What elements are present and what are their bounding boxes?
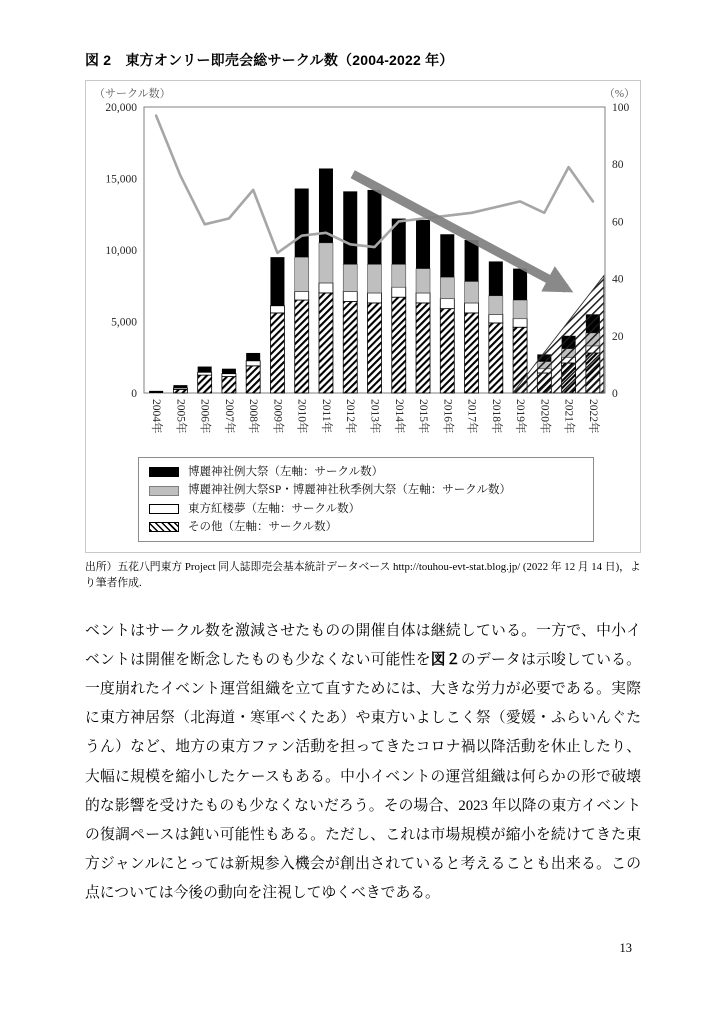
legend-label: その他（左軸：サークル数） bbox=[188, 521, 338, 534]
svg-text:2018年: 2018年 bbox=[489, 399, 502, 434]
page-number: 13 bbox=[619, 941, 632, 955]
svg-text:20: 20 bbox=[612, 330, 624, 343]
svg-text:15,000: 15,000 bbox=[105, 173, 137, 186]
svg-text:2006年: 2006年 bbox=[198, 399, 211, 434]
left-axis-caption: （サークル数） bbox=[94, 88, 171, 100]
legend-swatch-white bbox=[149, 504, 179, 514]
svg-text:2005年: 2005年 bbox=[174, 399, 187, 434]
svg-text:2013年: 2013年 bbox=[368, 399, 381, 434]
svg-text:0: 0 bbox=[612, 388, 618, 400]
body-text-run: のデータは示唆している。一度崩れたイベント運営組織を立て直すためには、大きな労力が必要である。実際に東方神居祭（北海道・寒軍べくたあ）や東方いよしこく祭（愛媛・ふらいんぐたうん）など、地方の東方ファン活動を担ってきたコロナ禍以降活動を休止したり、大幅に規模を縮小したケースもある。中小イベントの運営組織は何らかの形で破壊的な影響を受けたものも少なくないだろう。その場合、2023 年以降の東方イベントの復調ペースは鈍い可能性もある。ただし、これは市場規模が縮小を続けてきた東方ジャンルにとっては新規参入機会が創出されていると考えることも出来る。この点については今後の動向を注視してゆくべきである。 bbox=[85, 652, 641, 902]
svg-text:2017年: 2017年 bbox=[465, 399, 478, 434]
figure-2-chart bbox=[85, 80, 641, 553]
body-text-bold-run: 図２ bbox=[430, 652, 461, 669]
svg-text:5,000: 5,000 bbox=[111, 316, 137, 329]
svg-text:40: 40 bbox=[612, 273, 624, 286]
svg-text:2012年: 2012年 bbox=[344, 399, 357, 434]
body-text-run: ベントはサークル数を激減させたものの開催自体は継続している。一方で、中小イベントは開催を断念したものも少なくない可能性を bbox=[85, 622, 641, 669]
svg-text:60: 60 bbox=[612, 216, 624, 229]
legend-item bbox=[149, 502, 583, 516]
svg-text:2010年: 2010年 bbox=[295, 399, 308, 434]
svg-text:2009年: 2009年 bbox=[271, 399, 284, 434]
right-axis-caption: （%） bbox=[603, 88, 635, 100]
figure-title: 図 2 東方オンリー即売会総サークル数（2004-2022 年） bbox=[85, 52, 454, 68]
body-paragraph bbox=[85, 617, 641, 908]
source-note: 出所）五花八門東方 Project 同人誌即売会基本統計データベース http://touhou-evt-stat.blog.jp/ (2022 年 12 月 14 日)，より筆者作成. bbox=[85, 560, 641, 589]
chart-legend bbox=[138, 457, 594, 542]
legend-label: 博麗神社例大祭（左軸：サークル数） bbox=[188, 466, 384, 478]
svg-text:2015年: 2015年 bbox=[417, 399, 429, 434]
svg-text:80: 80 bbox=[612, 159, 624, 172]
svg-text:100: 100 bbox=[612, 102, 630, 114]
legend-label: 博麗神社例大祭SP・博麗神社秋季例大祭（左軸：サークル数） bbox=[188, 484, 511, 497]
svg-text:2021年: 2021年 bbox=[562, 399, 575, 434]
svg-text:2020年: 2020年 bbox=[538, 399, 551, 434]
svg-text:2019年: 2019年 bbox=[514, 399, 527, 434]
svg-text:10,000: 10,000 bbox=[105, 245, 137, 257]
svg-text:2011年: 2011年 bbox=[320, 399, 332, 434]
legend-swatch-gray bbox=[149, 486, 179, 496]
legend-item bbox=[149, 465, 583, 479]
svg-text:2016年: 2016年 bbox=[441, 399, 454, 434]
svg-text:2008年: 2008年 bbox=[247, 399, 260, 434]
svg-text:20,000: 20,000 bbox=[105, 102, 137, 114]
svg-text:2004年: 2004年 bbox=[150, 399, 163, 434]
svg-text:0: 0 bbox=[131, 388, 137, 400]
legend-swatch-black bbox=[149, 467, 179, 477]
legend-swatch-hatch bbox=[149, 522, 179, 532]
legend-item bbox=[149, 483, 583, 497]
svg-text:2007年: 2007年 bbox=[222, 399, 235, 434]
svg-text:2022年: 2022年 bbox=[586, 399, 599, 434]
legend-label: 東方紅楼夢（左軸：サークル数） bbox=[188, 502, 361, 515]
legend-item bbox=[149, 520, 583, 534]
svg-text:2014年: 2014年 bbox=[392, 399, 405, 434]
stacked-bar-line-chart bbox=[86, 99, 641, 455]
